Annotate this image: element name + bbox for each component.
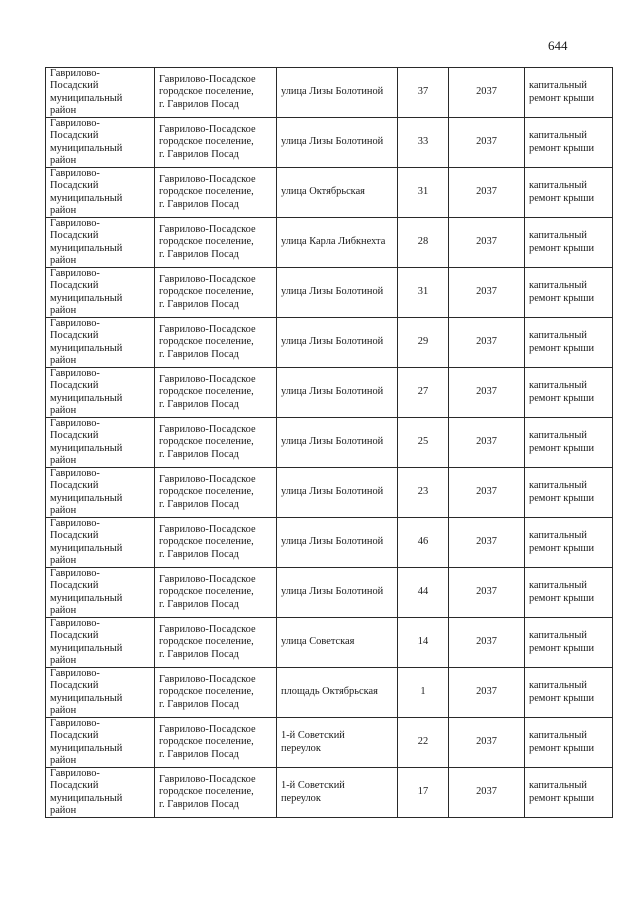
house-number-cell xyxy=(398,168,449,218)
street-cell-text: улица Лизы Болотиной xyxy=(281,286,384,298)
work-type-cell xyxy=(525,218,613,268)
street-cell-text: улица Лизы Болотиной xyxy=(281,336,384,348)
district-cell-text: Гаврилово- Посадский муниципальный район xyxy=(50,618,123,666)
table-row xyxy=(46,618,613,668)
table-row xyxy=(46,668,613,718)
settlement-cell xyxy=(155,268,277,318)
work-type-cell xyxy=(525,418,613,468)
house-number-cell xyxy=(398,668,449,718)
district-cell-text: Гаврилово- Посадский муниципальный район xyxy=(50,418,123,466)
work-type-cell xyxy=(525,768,613,818)
work-type-cell-text: капитальный ремонт крыши xyxy=(529,80,595,104)
district-cell-text: Гаврилово- Посадский муниципальный район xyxy=(50,168,123,216)
district-cell-text: Гаврилово- Посадский муниципальный район xyxy=(50,268,123,316)
house-number-cell-text: 33 xyxy=(417,136,429,148)
year-cell-text: 2037 xyxy=(476,786,497,798)
house-number-cell xyxy=(398,318,449,368)
table-row xyxy=(46,268,613,318)
street-cell xyxy=(277,218,398,268)
district-cell xyxy=(46,768,155,818)
work-type-cell xyxy=(525,718,613,768)
settlement-cell-text: Гаврилово-Посадское городское поселение, г. Гаврилов Посад xyxy=(159,424,256,460)
house-number-cell-text: 1 xyxy=(420,686,426,698)
settlement-cell xyxy=(155,768,277,818)
district-cell xyxy=(46,218,155,268)
table-row xyxy=(46,568,613,618)
settlement-cell xyxy=(155,468,277,518)
settlement-cell-text: Гаврилово-Посадское городское поселение, г. Гаврилов Посад xyxy=(159,174,256,210)
settlement-cell-text: Гаврилово-Посадское городское поселение, г. Гаврилов Посад xyxy=(159,474,256,510)
work-type-cell-text: капитальный ремонт крыши xyxy=(529,380,595,404)
street-cell-text: улица Октябрьская xyxy=(281,186,365,198)
settlement-cell xyxy=(155,318,277,368)
street-cell xyxy=(277,768,398,818)
work-type-cell-text: капитальный ремонт крыши xyxy=(529,530,595,554)
work-type-cell xyxy=(525,618,613,668)
street-cell xyxy=(277,268,398,318)
street-cell-text: улица Лизы Болотиной xyxy=(281,586,384,598)
settlement-cell xyxy=(155,568,277,618)
street-cell-text: улица Лизы Болотиной xyxy=(281,536,384,548)
settlement-cell xyxy=(155,168,277,218)
year-cell xyxy=(449,168,525,218)
work-type-cell xyxy=(525,168,613,218)
settlement-cell xyxy=(155,668,277,718)
district-cell-text: Гаврилово- Посадский муниципальный район xyxy=(50,718,123,766)
street-cell xyxy=(277,568,398,618)
district-cell-text: Гаврилово- Посадский муниципальный район xyxy=(50,768,123,816)
street-cell-text: площадь Октябрьская xyxy=(281,686,378,698)
table-row xyxy=(46,768,613,818)
street-cell-text: улица Советская xyxy=(281,636,355,648)
district-cell-text: Гаврилово- Посадский муниципальный район xyxy=(50,518,123,566)
street-cell-text: улица Лизы Болотиной xyxy=(281,436,384,448)
settlement-cell xyxy=(155,218,277,268)
year-cell-text: 2037 xyxy=(476,286,497,298)
settlement-cell xyxy=(155,518,277,568)
district-cell-text: Гаврилово- Посадский муниципальный район xyxy=(50,668,123,716)
table-row xyxy=(46,368,613,418)
street-cell xyxy=(277,168,398,218)
year-cell xyxy=(449,268,525,318)
settlement-cell xyxy=(155,618,277,668)
year-cell xyxy=(449,218,525,268)
work-type-cell-text: капитальный ремонт крыши xyxy=(529,480,595,504)
year-cell-text: 2037 xyxy=(476,386,497,398)
year-cell-text: 2037 xyxy=(476,736,497,748)
street-cell-text: 1-й Советский переулок xyxy=(281,730,345,754)
year-cell-text: 2037 xyxy=(476,486,497,498)
house-number-cell xyxy=(398,118,449,168)
table-row xyxy=(46,68,613,118)
year-cell-text: 2037 xyxy=(476,586,497,598)
work-type-cell xyxy=(525,568,613,618)
table-body xyxy=(46,68,613,818)
district-cell-text: Гаврилово- Посадский муниципальный район xyxy=(50,468,123,516)
house-number-cell xyxy=(398,518,449,568)
street-cell-text: улица Лизы Болотиной xyxy=(281,486,384,498)
page-number: 644 xyxy=(548,38,568,53)
street-cell xyxy=(277,118,398,168)
year-cell xyxy=(449,468,525,518)
settlement-cell-text: Гаврилово-Посадское городское поселение, г. Гаврилов Посад xyxy=(159,524,256,560)
settlement-cell-text: Гаврилово-Посадское городское поселение, г. Гаврилов Посад xyxy=(159,374,256,410)
settlement-cell-text: Гаврилово-Посадское городское поселение, г. Гаврилов Посад xyxy=(159,74,256,110)
work-type-cell-text: капитальный ремонт крыши xyxy=(529,680,595,704)
house-number-cell-text: 28 xyxy=(417,236,429,248)
work-type-cell xyxy=(525,68,613,118)
house-number-cell-text: 37 xyxy=(417,86,429,98)
house-number-cell-text: 17 xyxy=(417,786,429,798)
year-cell-text: 2037 xyxy=(476,686,497,698)
settlement-cell-text: Гаврилово-Посадское городское поселение, г. Гаврилов Посад xyxy=(159,574,256,610)
district-cell xyxy=(46,668,155,718)
roof-repair-table xyxy=(45,67,613,818)
street-cell xyxy=(277,668,398,718)
house-number-cell-text: 22 xyxy=(417,736,429,748)
house-number-cell xyxy=(398,68,449,118)
settlement-cell xyxy=(155,418,277,468)
table-row xyxy=(46,318,613,368)
work-type-cell-text: капитальный ремонт крыши xyxy=(529,280,595,304)
table-row xyxy=(46,518,613,568)
house-number-cell-text: 31 xyxy=(417,186,429,198)
work-type-cell xyxy=(525,468,613,518)
year-cell-text: 2037 xyxy=(476,436,497,448)
district-cell xyxy=(46,168,155,218)
street-cell-text: улица Карла Либкнехта xyxy=(281,236,386,248)
work-type-cell xyxy=(525,518,613,568)
work-type-cell xyxy=(525,318,613,368)
work-type-cell-text: капитальный ремонт крыши xyxy=(529,580,595,604)
street-cell xyxy=(277,618,398,668)
settlement-cell-text: Гаврилово-Посадское городское поселение, г. Гаврилов Посад xyxy=(159,124,256,160)
settlement-cell xyxy=(155,368,277,418)
settlement-cell-text: Гаврилово-Посадское городское поселение, г. Гаврилов Посад xyxy=(159,274,256,310)
house-number-cell xyxy=(398,418,449,468)
house-number-cell xyxy=(398,768,449,818)
district-cell xyxy=(46,318,155,368)
settlement-cell-text: Гаврилово-Посадское городское поселение, г. Гаврилов Посад xyxy=(159,324,256,360)
year-cell xyxy=(449,68,525,118)
house-number-cell-text: 25 xyxy=(417,436,429,448)
street-cell xyxy=(277,318,398,368)
year-cell xyxy=(449,518,525,568)
year-cell xyxy=(449,568,525,618)
street-cell-text: улица Лизы Болотиной xyxy=(281,386,384,398)
year-cell xyxy=(449,768,525,818)
district-cell xyxy=(46,118,155,168)
street-cell-text: 1-й Советский переулок xyxy=(281,780,345,804)
year-cell-text: 2037 xyxy=(476,236,497,248)
year-cell xyxy=(449,668,525,718)
district-cell-text: Гаврилово- Посадский муниципальный район xyxy=(50,368,123,416)
work-type-cell-text: капитальный ремонт крыши xyxy=(529,330,595,354)
district-cell xyxy=(46,468,155,518)
district-cell xyxy=(46,268,155,318)
year-cell-text: 2037 xyxy=(476,336,497,348)
table-row xyxy=(46,168,613,218)
settlement-cell xyxy=(155,68,277,118)
district-cell xyxy=(46,368,155,418)
work-type-cell-text: капитальный ремонт крыши xyxy=(529,430,595,454)
table-row xyxy=(46,468,613,518)
year-cell-text: 2037 xyxy=(476,636,497,648)
house-number-cell-text: 44 xyxy=(417,586,429,598)
district-cell xyxy=(46,68,155,118)
settlement-cell-text: Гаврилово-Посадское городское поселение, г. Гаврилов Посад xyxy=(159,624,256,660)
year-cell xyxy=(449,418,525,468)
year-cell xyxy=(449,618,525,668)
house-number-cell-text: 27 xyxy=(417,386,429,398)
settlement-cell-text: Гаврилово-Посадское городское поселение, г. Гаврилов Посад xyxy=(159,724,256,760)
table-row xyxy=(46,718,613,768)
street-cell xyxy=(277,418,398,468)
year-cell-text: 2037 xyxy=(476,136,497,148)
year-cell xyxy=(449,318,525,368)
table-row xyxy=(46,218,613,268)
house-number-cell xyxy=(398,218,449,268)
settlement-cell-text: Гаврилово-Посадское городское поселение, г. Гаврилов Посад xyxy=(159,774,256,810)
house-number-cell xyxy=(398,268,449,318)
work-type-cell-text: капитальный ремонт крыши xyxy=(529,730,595,754)
district-cell xyxy=(46,418,155,468)
district-cell-text: Гаврилово- Посадский муниципальный район xyxy=(50,318,123,366)
work-type-cell xyxy=(525,668,613,718)
house-number-cell-text: 31 xyxy=(417,286,429,298)
house-number-cell xyxy=(398,718,449,768)
house-number-cell-text: 23 xyxy=(417,486,429,498)
street-cell xyxy=(277,368,398,418)
district-cell xyxy=(46,518,155,568)
work-type-cell-text: капитальный ремонт крыши xyxy=(529,180,595,204)
district-cell xyxy=(46,568,155,618)
house-number-cell-text: 29 xyxy=(417,336,429,348)
district-cell-text: Гаврилово- Посадский муниципальный район xyxy=(50,568,123,616)
street-cell xyxy=(277,718,398,768)
table-row xyxy=(46,418,613,468)
district-cell-text: Гаврилово- Посадский муниципальный район xyxy=(50,218,123,266)
district-cell xyxy=(46,718,155,768)
house-number-cell xyxy=(398,368,449,418)
work-type-cell-text: капитальный ремонт крыши xyxy=(529,130,595,154)
settlement-cell xyxy=(155,118,277,168)
street-cell-text: улица Лизы Болотиной xyxy=(281,136,384,148)
house-number-cell xyxy=(398,618,449,668)
year-cell xyxy=(449,718,525,768)
street-cell xyxy=(277,518,398,568)
street-cell xyxy=(277,68,398,118)
work-type-cell xyxy=(525,368,613,418)
street-cell-text: улица Лизы Болотиной xyxy=(281,86,384,98)
work-type-cell-text: капитальный ремонт крыши xyxy=(529,630,595,654)
work-type-cell-text: капитальный ремонт крыши xyxy=(529,780,595,804)
settlement-cell-text: Гаврилово-Посадское городское поселение, г. Гаврилов Посад xyxy=(159,674,256,710)
house-number-cell xyxy=(398,468,449,518)
house-number-cell-text: 46 xyxy=(417,536,429,548)
table-row xyxy=(46,118,613,168)
year-cell-text: 2037 xyxy=(476,86,497,98)
street-cell xyxy=(277,468,398,518)
work-type-cell xyxy=(525,268,613,318)
house-number-cell-text: 14 xyxy=(417,636,429,648)
work-type-cell-text: капитальный ремонт крыши xyxy=(529,230,595,254)
district-cell xyxy=(46,618,155,668)
district-cell-text: Гаврилово- Посадский муниципальный район xyxy=(50,68,123,116)
year-cell-text: 2037 xyxy=(476,186,497,198)
year-cell xyxy=(449,368,525,418)
year-cell xyxy=(449,118,525,168)
work-type-cell xyxy=(525,118,613,168)
settlement-cell-text: Гаврилово-Посадское городское поселение, г. Гаврилов Посад xyxy=(159,224,256,260)
settlement-cell xyxy=(155,718,277,768)
house-number-cell xyxy=(398,568,449,618)
year-cell-text: 2037 xyxy=(476,536,497,548)
district-cell-text: Гаврилово- Посадский муниципальный район xyxy=(50,118,123,166)
